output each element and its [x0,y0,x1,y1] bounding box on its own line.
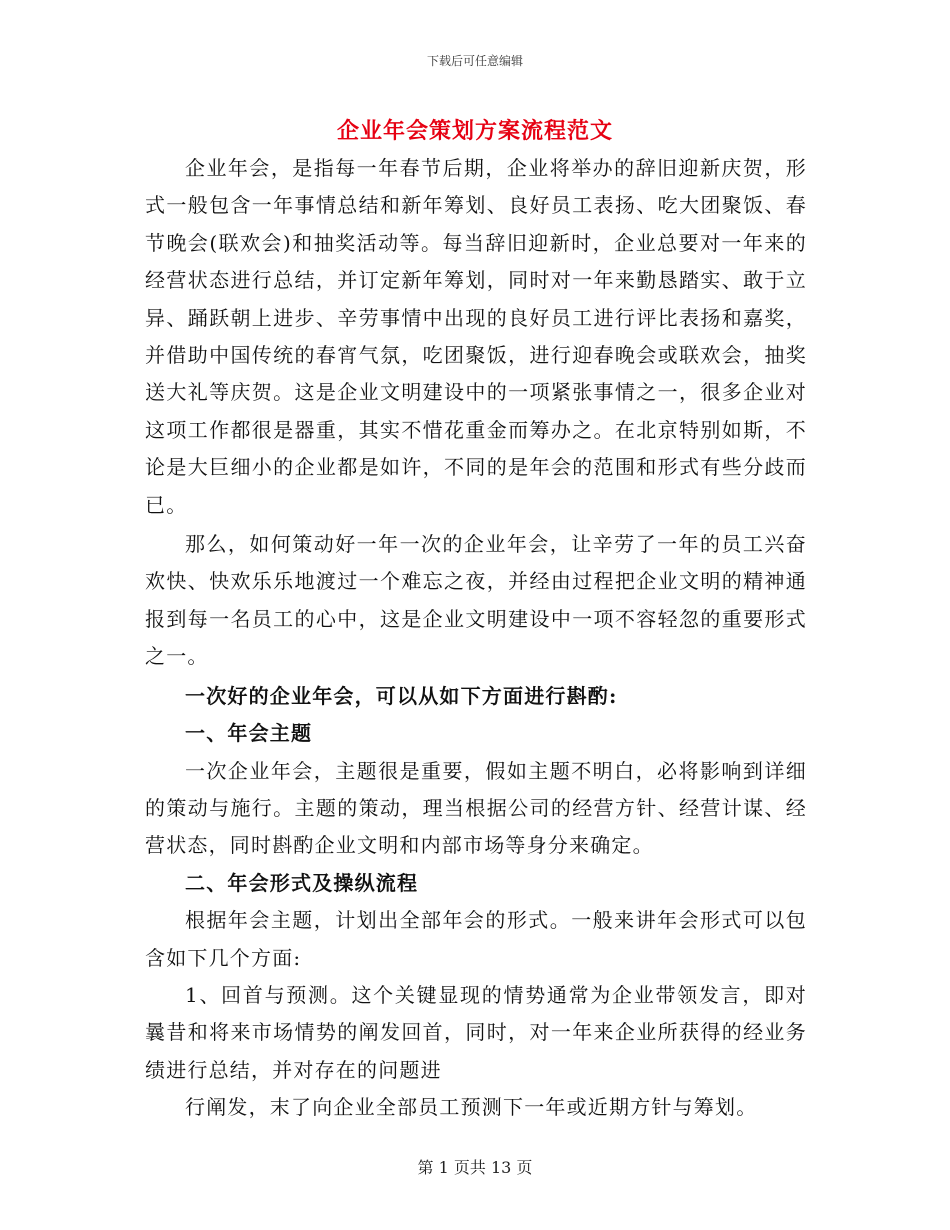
section-heading-theme: 一、年会主题 [185,721,313,746]
paragraph-format: 根据年会主题，计划出全部年会的形式。一般来讲年会形式可以包含如下几个方面: [145,908,807,970]
paragraph-continuation: 行阐发，末了向企业全部员工预测下一年或近期方针与筹划。 [185,1095,758,1120]
header-note: 下载后可任意编辑 [426,54,523,68]
page-number: 第 1 页共 13 页 [417,1158,533,1177]
section-lead-heading: 一次好的企业年会，可以从如下方面进行斟酌: [185,683,618,708]
document-body [145,150,807,1127]
section-heading-format: 二、年会形式及操纵流程 [185,870,419,895]
paragraph-intro: 企业年会，是指每一年春节后期，企业将举办的辞旧迎新庆贺，形式一般包含一年事情总结和新年筹划、良好员工表扬、吃大团聚饭、春节晚会(联欢会)和抽奖活动等。每当辞旧迎新时，企业总要对一年来的经营状态进行总结，并订定新年筹划，同时对一年来勤恳踏实、敢于立异、踊跃朝上进步、辛劳事情中出现的良好员工进行评比表扬和嘉奖，并借助中国传统的春宵气氛，吃团聚饭，进行迎春晚会或联欢会，抽奖送大礼等庆贺。这是企业文明建设中的一项紧张事情之一，很多企业对这项工作都很是器重，其实不惜花重金而筹办之。在北京特别如斯，不论是大巨细小的企业都是如许，不同的是年会的范围和形式有些分歧而已。 [145,156,807,517]
paragraph-planning: 那么，如何策动好一年一次的企业年会，让辛劳了一年的员工兴奋欢快、快欢乐乐地渡过一个难忘之夜，并经由过程把企业文明的精神通报到每一名员工的心中，这是企业文明建设中一项不容轻忽的重要形式之一。 [145,532,807,669]
paragraph-theme: 一次企业年会，主题很是重要，假如主题不明白，必将影响到详细的策动与施行。主题的策动，理当根据公司的经营方针、经营计谋、经营状态，同时斟酌企业文明和内部市场等身分来确定。 [145,758,807,858]
document-title: 企业年会策划方案流程范文 [336,118,613,144]
list-item-review: 1、回首与预测。这个关键显现的情势通常为企业带领发言，即对曩昔和将来市场情势的阐发回首，同时，对一年来企业所获得的经业务绩进行总结，并对存在的问题进 [145,982,807,1082]
